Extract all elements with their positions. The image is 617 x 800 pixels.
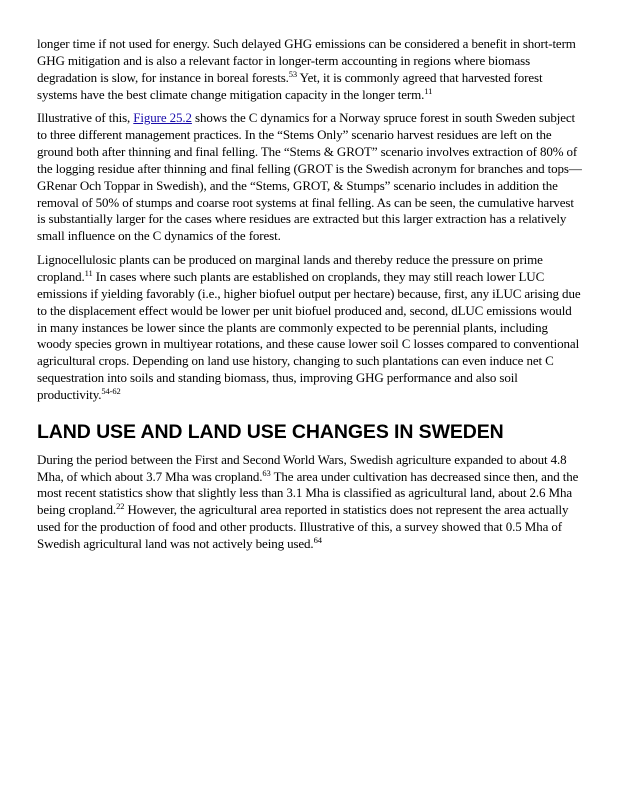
citation-ref: 11 [84,267,93,278]
citation-ref: 64 [313,534,322,545]
paragraph-text: Illustrative of this, [37,110,134,126]
citation-ref: 54-62 [101,385,121,396]
citation-ref: 11 [424,85,433,96]
paragraph-text: Lignocellulosic plants can be produced on marginal lands and thereby reduce the pressure on prime cropland. [37,252,543,284]
paragraph-text: During the period between the First and Second World Wars, Swedish agriculture expanded to about 4.8 Mha, of which about 3.7 Mha was cropland. [37,451,567,484]
paragraph-forest-emissions [37,36,583,103]
paragraph-text: shows the C dynamics for a Norway spruce forest in south Sweden subject to three different management practices. In the “Stems Only” scenario harvest residues are left on the ground both after thinning and final felling. The “Stems & GROT” scenario involves extraction of 80% of the logging residue after thinning and final felling (GROT is the Swedish acronym for branches and tops—GRenar Och Toppar in Swedish), and the “Stems, GROT, & Stumps” scenario includes in addition the removal of 50% of stumps and coarse root systems at final felling. As can be seen, the cumulative harvest is substantially larger for the cases where residues are extracted but this larger extraction has a relatively small influence on the C dynamics of the forest. [37,110,582,244]
paragraph-text: Yet, it is commonly agreed that harvested forest systems have the best climate change mitigation capacity in the longer term. [37,69,543,102]
citation-ref: 22 [116,501,125,512]
paragraph-spruce-forest [37,110,583,245]
citation-ref: 63 [262,467,271,478]
paragraph-text: longer time if not used for energy. Such delayed GHG emissions can be considered a benefit in short-term GHG mitigation and is also a relevant factor in longer-term accounting in regions where biomass degradation is slow, for instance in boreal forests. [37,36,576,85]
section-heading: LAND USE AND LAND USE CHANGES IN SWEDEN [37,420,504,443]
paragraph-text: However, the agricultural area reported in statistics does not represent the area actually used for the production of food and other products. Illustrative of this, a survey showed that 0.5 Mha of Swedish agricultural land was not actively being used. [37,502,569,551]
paragraph-text: The area under cultivation has decreased since then, and the most recent statistics show that slightly less than 3.1 Mha is classified as agricultural land, about 2.6 Mha being cropland. [37,468,579,518]
document-page [37,36,583,560]
figure-link[interactable]: Figure 25.2 [133,110,192,126]
paragraph-swedish-agriculture [37,452,583,553]
paragraph-text: In cases where such plants are established on croplands, they may still reach lower LUC emissions if yielding favorably (i.e., higher biofuel output per hectare) because, first, any iLUC arising due to the displacement effect would be lower per unit biofuel produced and, second, dLUC emissions would in many instances be lower since the plants are commonly expected to be perennial plants, including woody species grown in multiyear rotations, and these cause lower soil C losses compared to conventional agricultural crops. Depending on land use history, changing to such plantations can even induce net C sequestration into soils and standing biomass, thus, improving GHG performance and also soil productivity. [37,268,581,402]
paragraph-lignocellulosic [37,252,583,404]
citation-ref: 53 [288,68,298,79]
